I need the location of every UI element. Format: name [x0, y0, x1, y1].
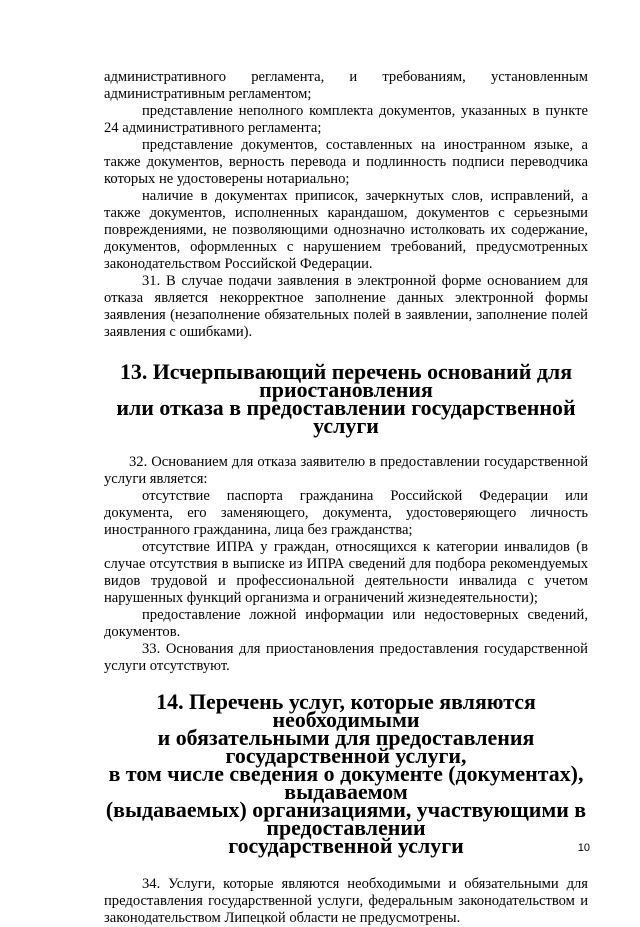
section-14-heading-line: (выдаваемых) организациями, участвующими в предоставлении: [105, 797, 587, 840]
section-14-heading-line: в том числе сведения о документе (документах), выдаваемом: [108, 761, 584, 804]
paragraph-foreign-language: представление документов, составленных на иностранном языке, а также документов, верность перевода и подлинность подписи переводчика которых не удостоверены нотариально;: [104, 137, 588, 187]
paragraph-false-info: предоставление ложной информации или недостоверных сведений, документов.: [104, 607, 588, 640]
paragraph-continuation: административного регламента, и требованиям, установленным административным регламентом;: [104, 69, 588, 102]
paragraph-33: 33. Основания для приостановления предоставления государственной услуги отсутствуют.: [104, 641, 588, 674]
section-13-heading: [104, 359, 588, 438]
paragraph-no-ipra: отсутствие ИПРА у граждан, относящихся к категории инвалидов (в случае отсутствия в выписке из ИПРА сведений для подбора рекомендуемых видов трудовой и профессиональной деятельности инвалида с учетом нарушенных функций организма и ограничений жизнедеятельности);: [104, 539, 588, 606]
section-13-heading-line: 13. Исчерпывающий перечень оснований для приостановления: [119, 359, 573, 402]
section-14-heading-line: и обязательными для предоставления государственной услуги,: [157, 725, 535, 768]
section-14-heading: [104, 689, 588, 858]
document-body: [104, 69, 588, 927]
paragraph-31: 31. В случае подачи заявления в электронной форме основанием для отказа является некорректное заполнение данных электронной формы заявления (незаполнение обязательных полей в заявлении, заполнение полей заявления с ошибками).: [104, 273, 588, 340]
paragraph-no-passport: отсутствие паспорта гражданина Российской Федерации или документа, его заменяющего, документа, удостоверяющего личность иностранного гражданина, лица без гражданства;: [104, 488, 588, 538]
paragraph-corrections: наличие в документах приписок, зачеркнутых слов, исправлений, а также документов, исполненных карандашом, документов с серьезными повреждениями, не позволяющими однозначно истолковать их содержание, документов, оформленных с нарушением требований, предусмотренных законодательством Российской Федерации.: [104, 188, 588, 272]
section-14-heading-line: 14. Перечень услуг, которые являются необходимыми: [156, 689, 536, 732]
paragraph-32: 32. Основанием для отказа заявителю в предоставлении государственной услуги является:: [104, 454, 588, 487]
section-13-heading-line: или отказа в предоставлении государственной услуги: [116, 395, 576, 438]
page-number: 10: [577, 842, 590, 854]
paragraph-incomplete-set: представление неполного комплекта документов, указанных в пункте 24 административного регламента;: [104, 103, 588, 136]
paragraph-34: 34. Услуги, которые являются необходимыми и обязательными для предоставления государственной услуги, федеральным законодательством и законодательством Липецкой области не предусмотрены.: [104, 876, 588, 926]
section-14-heading-line: государственной услуги: [228, 833, 464, 858]
